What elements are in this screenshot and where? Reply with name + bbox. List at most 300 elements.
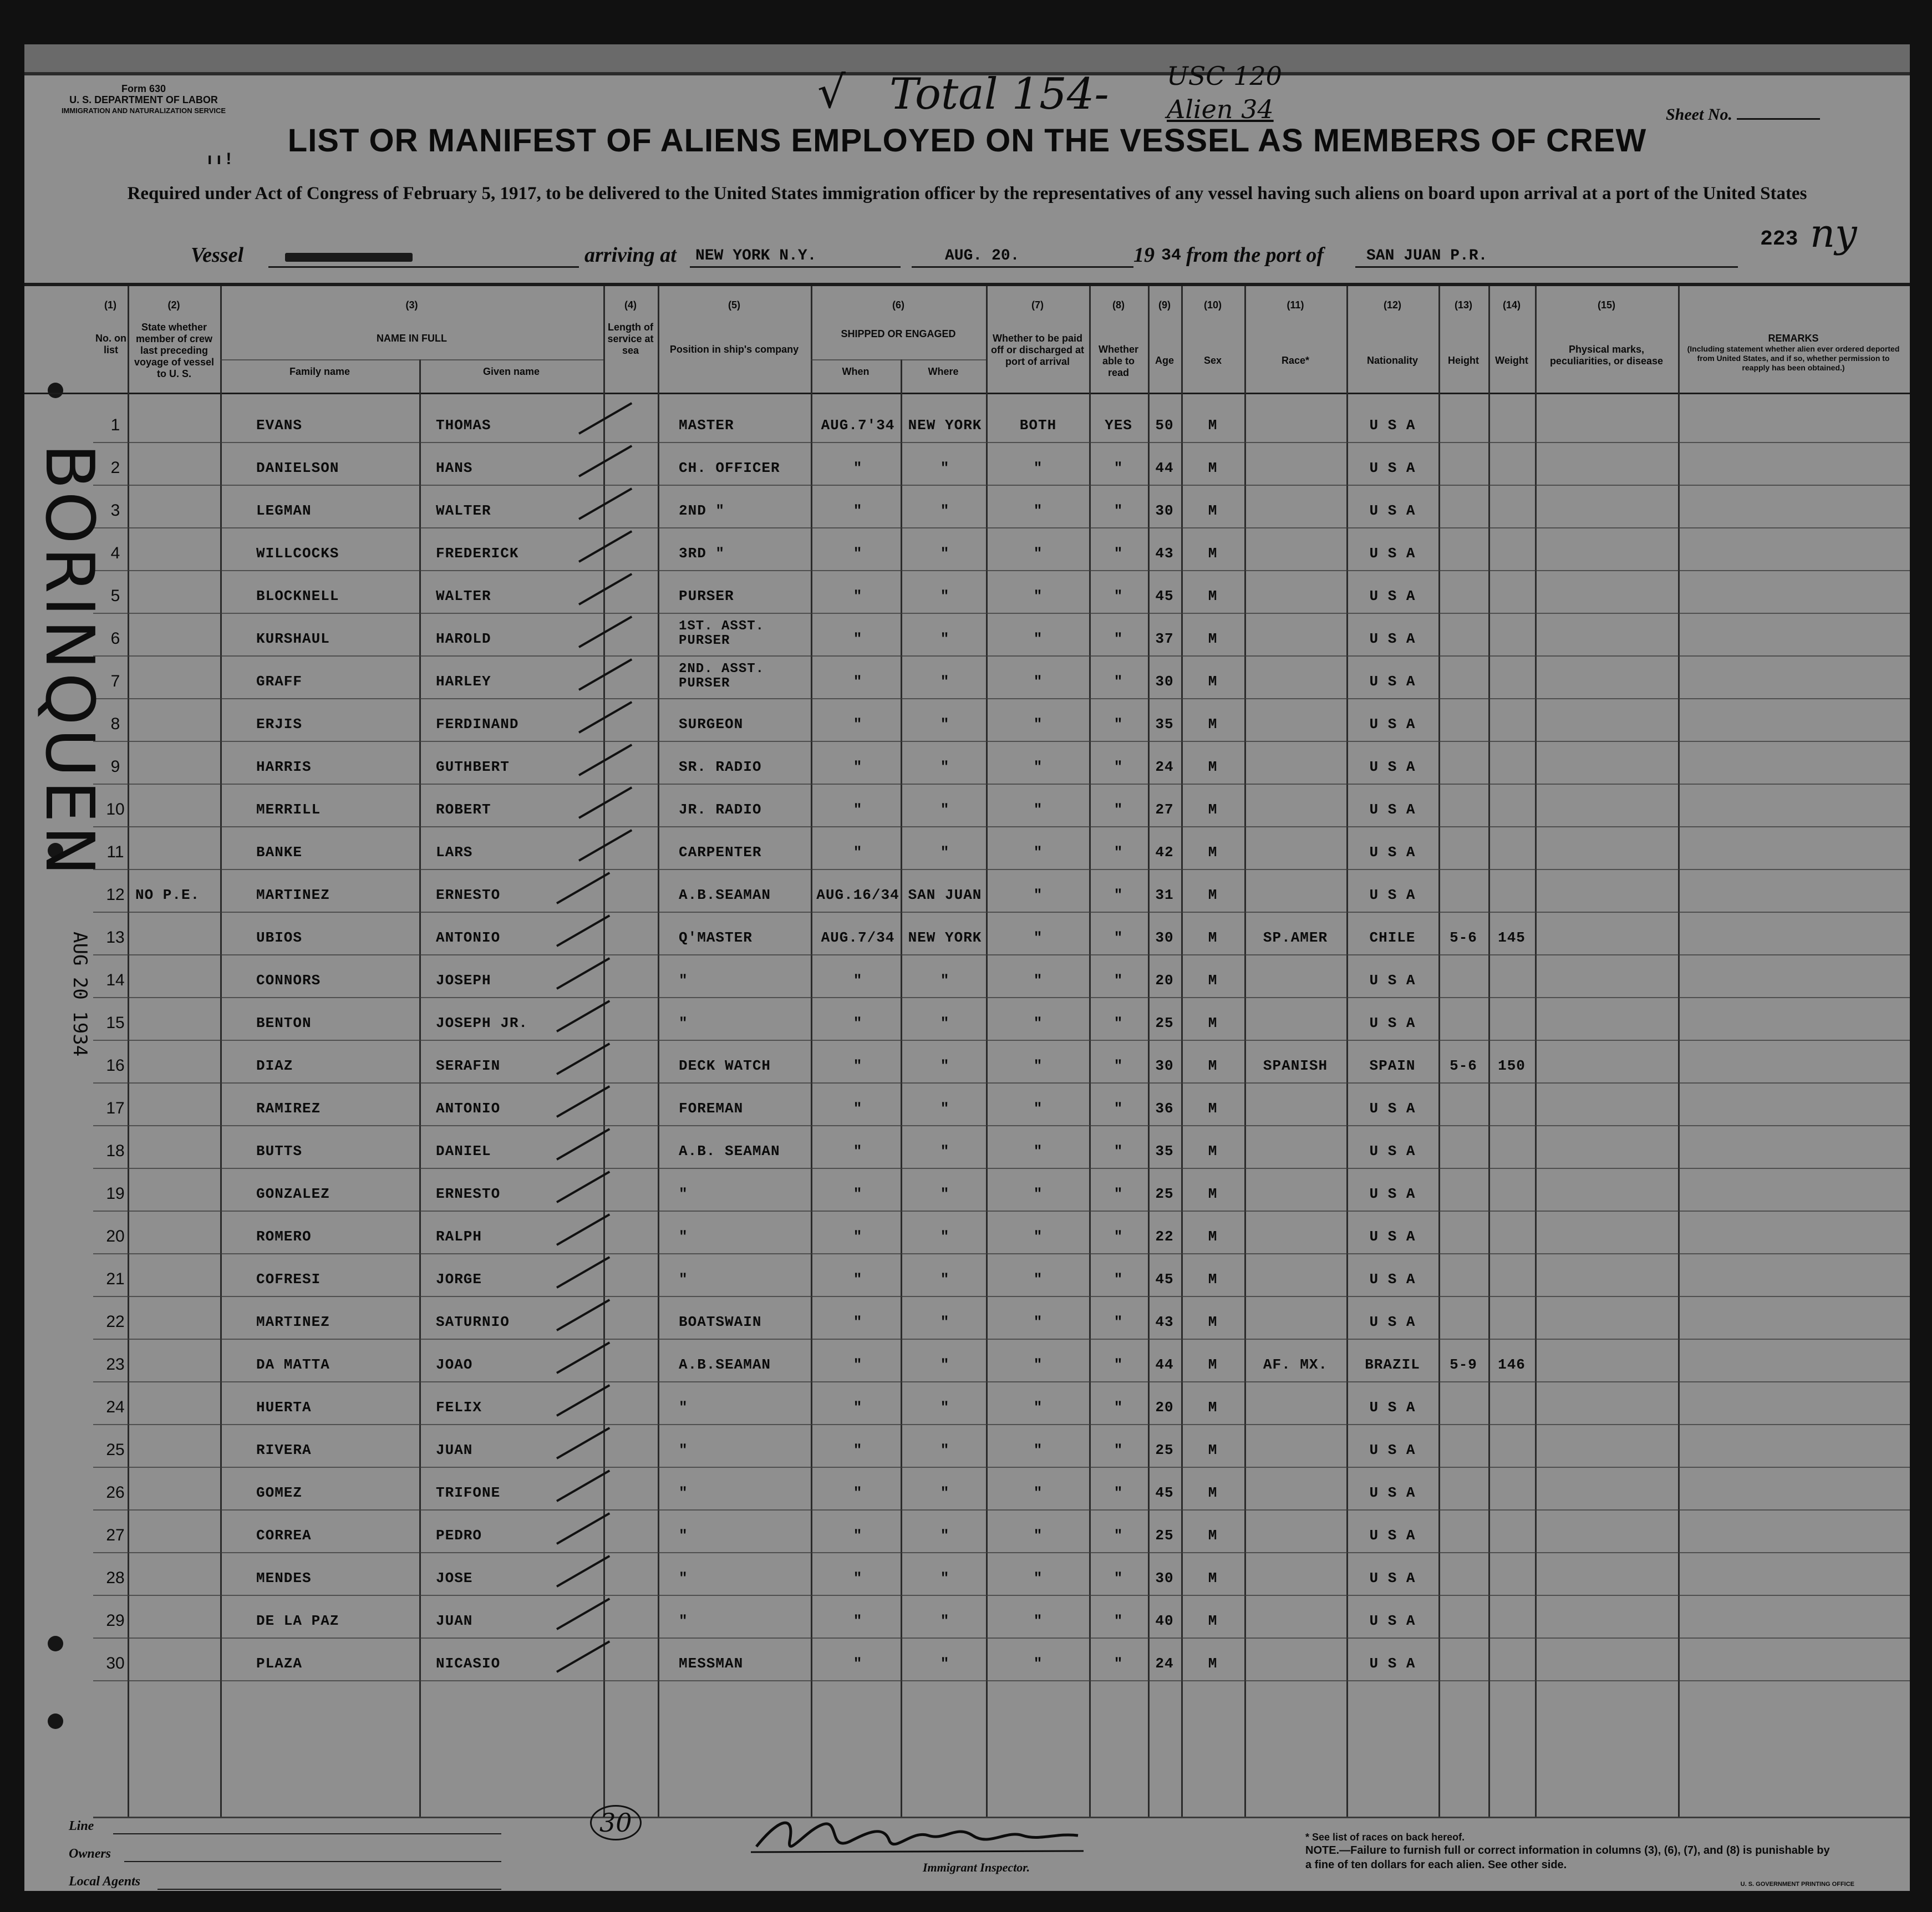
cell-nat: U S A	[1369, 1570, 1416, 1586]
cell-age: 30	[1155, 929, 1174, 946]
colnum-2: (2)	[167, 299, 180, 311]
cell-nat: U S A	[1369, 1271, 1416, 1288]
cell-when: AUG.7/34	[821, 929, 895, 946]
cell-given: ERNESTO	[436, 1186, 501, 1202]
cell-when: "	[853, 1484, 863, 1501]
cell-given: SATURNIO	[436, 1314, 510, 1330]
cell-paid: "	[1033, 972, 1043, 989]
from-port-field-line	[1355, 266, 1738, 268]
cell-nat: U S A	[1369, 844, 1416, 861]
col-divider	[901, 359, 902, 1817]
cell-nat: BRAZIL	[1365, 1356, 1420, 1373]
cell-when: "	[853, 1356, 863, 1373]
cell-given: HARLEY	[436, 673, 491, 690]
cell-read: "	[1114, 844, 1123, 861]
cell-when: "	[853, 1399, 863, 1416]
row-rule	[93, 1040, 1910, 1041]
row-rule	[93, 784, 1910, 785]
cell-read: "	[1114, 801, 1123, 818]
cell-where: "	[940, 1015, 950, 1031]
cell-age: 30	[1155, 1057, 1174, 1074]
cell-read: "	[1114, 1100, 1123, 1117]
col-divider	[986, 286, 988, 1817]
col-divider	[220, 286, 222, 1817]
cell-where: "	[940, 1484, 950, 1501]
cell-sex: M	[1208, 1399, 1218, 1416]
from-port-value: SAN JUAN P.R.	[1366, 247, 1488, 265]
cell-read: "	[1114, 545, 1123, 562]
cell-sex: M	[1208, 588, 1218, 604]
cell-paid: "	[1033, 1655, 1043, 1672]
cell-position: "	[679, 1570, 688, 1586]
cell-given: WALTER	[436, 502, 491, 519]
cell-sex: M	[1208, 545, 1218, 562]
cell-paid: "	[1033, 1100, 1043, 1117]
cell-age: 25	[1155, 1442, 1174, 1458]
cell-nat: U S A	[1369, 1484, 1416, 1501]
cell-height: 5-6	[1450, 929, 1477, 946]
cell-where: "	[940, 1613, 950, 1629]
cell-where: "	[940, 1442, 950, 1458]
cell-paid: "	[1033, 801, 1043, 818]
cell-age: 35	[1155, 716, 1174, 733]
cell-position: "	[679, 1228, 688, 1245]
cell-family: ERJIS	[256, 716, 303, 733]
cell-when: "	[853, 1655, 863, 1672]
printer-imprint: U. S. GOVERNMENT PRINTING OFFICE	[1740, 1881, 1854, 1888]
colhdr-race: Race*	[1281, 355, 1310, 366]
cell-given: DANIEL	[436, 1143, 491, 1160]
colhdr-height: Height	[1448, 355, 1479, 366]
cell-age: 37	[1155, 630, 1174, 647]
cell-position: SR. RADIO	[679, 759, 762, 775]
cell-family: CONNORS	[256, 972, 321, 989]
cell-family: DANIELSON	[256, 460, 339, 476]
cell-where: "	[940, 1527, 950, 1544]
page-mark-hand: ny	[1810, 211, 1857, 256]
row-number: 7	[110, 672, 120, 690]
row-number: 20	[106, 1227, 125, 1245]
cell-family: RAMIREZ	[256, 1100, 321, 1117]
col-divider	[1089, 286, 1091, 1817]
cell-given: JUAN	[436, 1613, 473, 1629]
form-subtitle: Required under Act of Congress of February 5, 1917, to be delivered to the United States immigration officer by the representatives of any vessel having such aliens on board upon arrival at a port of the United States	[127, 184, 1807, 204]
vessel-name-redacted	[285, 253, 413, 262]
cell-height: 5-9	[1450, 1356, 1477, 1373]
cell-age: 30	[1155, 1570, 1174, 1586]
footnote-races: * See list of races on back hereof.	[1305, 1832, 1465, 1843]
cell-family: EVANS	[256, 417, 303, 434]
cell-read: "	[1114, 1484, 1123, 1501]
cell-where: "	[940, 1228, 950, 1245]
cell-position: "	[679, 1527, 688, 1544]
cell-nat: CHILE	[1369, 929, 1416, 946]
cell-paid: "	[1033, 545, 1043, 562]
cell-sex: M	[1208, 502, 1218, 519]
cell-family: DE LA PAZ	[256, 1613, 339, 1629]
cell-nat: U S A	[1369, 1655, 1416, 1672]
cell-sex: M	[1208, 1228, 1218, 1245]
cell-when: "	[853, 1143, 863, 1160]
cell-paid: "	[1033, 1228, 1043, 1245]
date-field-line	[912, 266, 1133, 268]
cell-where: "	[940, 1356, 950, 1373]
cell-when: "	[853, 1015, 863, 1031]
row-number: 18	[106, 1142, 125, 1160]
cell-when: "	[853, 759, 863, 775]
agents-field-line	[157, 1889, 501, 1890]
cell-given: JOSEPH	[436, 972, 491, 989]
cell-paid: "	[1033, 1186, 1043, 1202]
cell-when: "	[853, 1100, 863, 1117]
cell-age: 25	[1155, 1015, 1174, 1031]
cell-paid: "	[1033, 1143, 1043, 1160]
cell-given: JOAO	[436, 1356, 473, 1373]
row-number: 17	[106, 1099, 125, 1117]
from-port-label: from the port of	[1186, 243, 1324, 267]
cell-when: "	[853, 801, 863, 818]
cell-position: "	[679, 1271, 688, 1288]
row-rule	[93, 1339, 1910, 1340]
colhdr-length-of-service: Length of service at sea	[607, 322, 654, 356]
cell-position: A.B. SEAMAN	[679, 1143, 780, 1160]
cell-when: "	[853, 1057, 863, 1074]
cell-family: MARTINEZ	[256, 887, 330, 903]
colhdr-paid-off: Whether to be paid off or discharged at port of arrival	[990, 333, 1085, 367]
cell-weight: 145	[1498, 929, 1526, 946]
cell-where: "	[940, 1271, 950, 1288]
cell-age: 25	[1155, 1186, 1174, 1202]
cell-sex: M	[1208, 417, 1218, 434]
row-rule	[93, 1381, 1910, 1382]
cell-family: DIAZ	[256, 1057, 293, 1074]
cell-prev: NO P.E.	[135, 887, 200, 903]
year-prefix: 19	[1133, 243, 1155, 267]
cell-given: ERNESTO	[436, 887, 501, 903]
cell-paid: "	[1033, 1527, 1043, 1544]
cell-when: "	[853, 1314, 863, 1330]
col-divider	[811, 286, 812, 1817]
cell-family: BLOCKNELL	[256, 588, 339, 604]
row-number: 29	[106, 1611, 125, 1630]
cell-nat: U S A	[1369, 801, 1416, 818]
cell-position: "	[679, 1186, 688, 1202]
inspector-label: Immigrant Inspector.	[923, 1860, 1030, 1874]
col-divider	[1488, 286, 1490, 1817]
cell-position: A.B.SEAMAN	[679, 1356, 771, 1373]
row-rule	[93, 613, 1910, 614]
row-rule	[93, 655, 1910, 657]
cell-position: Q'MASTER	[679, 929, 753, 946]
cell-position: DECK WATCH	[679, 1057, 771, 1074]
header-bottom-rule	[24, 393, 1910, 394]
row-number: 10	[106, 800, 125, 818]
cell-nat: U S A	[1369, 630, 1416, 647]
cell-sex: M	[1208, 1356, 1218, 1373]
cell-paid: "	[1033, 887, 1043, 903]
cell-nat: U S A	[1369, 1442, 1416, 1458]
col-divider	[1244, 286, 1246, 1817]
row-rule	[93, 1552, 1910, 1553]
row-rule	[93, 698, 1910, 699]
cell-where: "	[940, 630, 950, 647]
colhdr-where: Where	[928, 366, 959, 377]
handwritten-tick: √	[817, 67, 846, 118]
row-number: 6	[110, 629, 120, 648]
cell-family: DA MATTA	[256, 1356, 330, 1373]
cell-sex: M	[1208, 673, 1218, 690]
cell-where: "	[940, 460, 950, 476]
cell-paid: "	[1033, 1442, 1043, 1458]
cell-nat: U S A	[1369, 1186, 1416, 1202]
cell-read: YES	[1105, 417, 1132, 434]
cell-race: SP.AMER	[1263, 929, 1328, 946]
cell-given: JUAN	[436, 1442, 473, 1458]
handwritten-total: Total 154-	[889, 69, 1109, 119]
cell-position: BOATSWAIN	[679, 1314, 762, 1330]
cell-paid: "	[1033, 1570, 1043, 1586]
cell-family: ROMERO	[256, 1228, 312, 1245]
cell-where: "	[940, 972, 950, 989]
cell-given: NICASIO	[436, 1655, 501, 1672]
cell-when: "	[853, 1271, 863, 1288]
cell-read: "	[1114, 1186, 1123, 1202]
line-label: Line	[69, 1819, 94, 1833]
cell-paid: "	[1033, 1271, 1043, 1288]
row-number: 23	[106, 1355, 125, 1374]
cell-given: ANTONIO	[436, 929, 501, 946]
cell-nat: U S A	[1369, 1314, 1416, 1330]
cell-age: 42	[1155, 844, 1174, 861]
colnum-4: (4)	[624, 299, 637, 311]
colhdr-age: Age	[1155, 355, 1174, 366]
colnum-10: (10)	[1203, 299, 1222, 311]
form-label: Form 630 U. S. DEPARTMENT OF LABOR IMMIGRATION AND NATURALIZATION SERVICE	[61, 83, 226, 115]
colhdr-physical-marks: Physical marks, peculiarities, or disease	[1549, 344, 1664, 367]
colhdr-sex: Sex	[1203, 355, 1222, 366]
cell-given: PEDRO	[436, 1527, 482, 1544]
cell-where: "	[940, 545, 950, 562]
cell-paid: "	[1033, 716, 1043, 733]
row-rule	[93, 869, 1910, 870]
cell-where: "	[940, 1399, 950, 1416]
cell-position: 2ND "	[679, 502, 725, 519]
cell-read: "	[1114, 588, 1123, 604]
row-number: 28	[106, 1569, 125, 1587]
cell-age: 35	[1155, 1143, 1174, 1160]
cell-family: LEGMAN	[256, 502, 312, 519]
col-divider	[658, 286, 659, 1817]
cell-sex: M	[1208, 887, 1218, 903]
row-rule	[93, 1211, 1910, 1212]
cell-age: 30	[1155, 502, 1174, 519]
row-rule	[93, 1680, 1910, 1681]
cell-position: MESSMAN	[679, 1655, 744, 1672]
cell-where: "	[940, 502, 950, 519]
cell-age: 20	[1155, 972, 1174, 989]
table-top-rule	[24, 283, 1910, 286]
cell-position: 1ST. ASST. PURSER	[679, 619, 765, 648]
row-rule	[93, 997, 1910, 998]
cell-nat: U S A	[1369, 1613, 1416, 1629]
sheet-number: Sheet No.	[1666, 105, 1820, 124]
row-number: 5	[110, 587, 120, 605]
cell-nat: U S A	[1369, 887, 1416, 903]
cell-position: "	[679, 1015, 688, 1031]
cell-family: BUTTS	[256, 1143, 303, 1160]
cell-when: "	[853, 1228, 863, 1245]
colhdr-when: When	[842, 366, 870, 377]
cell-sex: M	[1208, 1613, 1218, 1629]
row-rule	[93, 570, 1910, 571]
cell-position: "	[679, 1613, 688, 1629]
cell-when: "	[853, 502, 863, 519]
cell-nat: U S A	[1369, 545, 1416, 562]
cell-family: MARTINEZ	[256, 1314, 330, 1330]
cell-paid: BOTH	[1019, 417, 1057, 434]
row-number: 8	[110, 715, 120, 733]
row-number: 26	[106, 1483, 125, 1502]
row-rule	[93, 527, 1910, 528]
cell-given: JOSE	[436, 1570, 473, 1586]
cell-age: 44	[1155, 1356, 1174, 1373]
cell-family: KURSHAUL	[256, 630, 330, 647]
colnum-12: (12)	[1383, 299, 1401, 311]
colhdr-prev-voyage: State whether member of crew last preceding voyage of vessel to U. S.	[134, 322, 215, 379]
cell-sex: M	[1208, 630, 1218, 647]
colhdr-weight: Weight	[1495, 355, 1528, 366]
cell-paid: "	[1033, 1356, 1043, 1373]
cell-paid: "	[1033, 929, 1043, 946]
cell-position: "	[679, 972, 688, 989]
cell-read: "	[1114, 716, 1123, 733]
cell-when: "	[853, 1186, 863, 1202]
cell-sex: M	[1208, 1143, 1218, 1160]
cell-paid: "	[1033, 1399, 1043, 1416]
cell-nat: U S A	[1369, 588, 1416, 604]
row-rule	[93, 1082, 1910, 1084]
cell-nat: U S A	[1369, 502, 1416, 519]
cell-where: "	[940, 716, 950, 733]
row-number: 2	[110, 459, 120, 477]
cell-height: 5-6	[1450, 1057, 1477, 1074]
row-rule	[93, 954, 1910, 955]
row-number: 11	[106, 843, 124, 861]
cell-sex: M	[1208, 929, 1218, 946]
cell-when: AUG.7'34	[821, 417, 895, 434]
vessel-field-line	[268, 266, 579, 268]
cell-given: ROBERT	[436, 801, 491, 818]
year-value: 34	[1161, 246, 1182, 265]
cell-when: "	[853, 630, 863, 647]
cell-family: PLAZA	[256, 1655, 303, 1672]
cell-age: 22	[1155, 1228, 1174, 1245]
cell-where: "	[940, 673, 950, 690]
cell-family: HARRIS	[256, 759, 312, 775]
colnum-1: (1)	[104, 299, 116, 311]
row-number: 19	[106, 1184, 125, 1203]
punch-hole	[48, 1636, 63, 1651]
cell-position: CH. OFFICER	[679, 460, 780, 476]
cell-family: COFRESI	[256, 1271, 321, 1288]
row-number: 21	[106, 1270, 125, 1288]
colhdr-able-to-read: Whether able to read	[1099, 344, 1138, 378]
col-divider	[1535, 286, 1537, 1817]
colnum-3: (3)	[405, 299, 418, 311]
cell-position: PURSER	[679, 588, 734, 604]
cell-paid: "	[1033, 460, 1043, 476]
cell-given: HAROLD	[436, 630, 491, 647]
arriving-label: arriving at	[584, 243, 677, 267]
cell-read: "	[1114, 1399, 1123, 1416]
cell-where: "	[940, 1570, 950, 1586]
cell-given: JORGE	[436, 1271, 482, 1288]
cell-sex: M	[1208, 716, 1218, 733]
cell-paid: "	[1033, 1057, 1043, 1074]
cell-read: "	[1114, 1570, 1123, 1586]
arriving-field-line	[690, 266, 901, 268]
row-rule	[93, 1595, 1910, 1596]
row-rule	[93, 1509, 1910, 1511]
row-number: 25	[106, 1441, 125, 1459]
cell-age: 36	[1155, 1100, 1174, 1117]
col-divider	[1438, 286, 1440, 1817]
cell-race: SPANISH	[1263, 1057, 1328, 1074]
colhdr-nationality: Nationality	[1366, 355, 1418, 366]
cell-read: "	[1114, 1442, 1123, 1458]
cell-read: "	[1114, 1271, 1123, 1288]
cell-age: 45	[1155, 1484, 1174, 1501]
row-number: 24	[106, 1398, 125, 1416]
cell-sex: M	[1208, 1186, 1218, 1202]
shipped-subheader-rule	[811, 359, 986, 360]
colnum-8: (8)	[1112, 299, 1125, 311]
arriving-value: NEW YORK N.Y.	[695, 247, 817, 265]
cell-read: "	[1114, 972, 1123, 989]
cell-age: 43	[1155, 545, 1174, 562]
cell-position: JR. RADIO	[679, 801, 762, 818]
cell-read: "	[1114, 1356, 1123, 1373]
row-number: 1	[110, 416, 120, 434]
colnum-14: (14)	[1502, 299, 1521, 311]
row-number: 14	[106, 971, 125, 989]
cell-age: 24	[1155, 759, 1174, 775]
cell-nat: U S A	[1369, 716, 1416, 733]
cell-where: SAN JUAN	[908, 887, 982, 903]
cell-where: "	[940, 1100, 950, 1117]
cell-sex: M	[1208, 801, 1218, 818]
cell-family: GRAFF	[256, 673, 303, 690]
cell-weight: 146	[1498, 1356, 1526, 1373]
cell-age: 45	[1155, 588, 1174, 604]
col-divider	[419, 359, 421, 1817]
cell-nat: U S A	[1369, 1228, 1416, 1245]
cell-paid: "	[1033, 1015, 1043, 1031]
colhdr-family-name: Family name	[289, 366, 350, 377]
cell-family: GONZALEZ	[256, 1186, 330, 1202]
vessel-label: Vessel	[191, 243, 243, 267]
cell-where: "	[940, 1186, 950, 1202]
cell-when: "	[853, 1527, 863, 1544]
cell-position: A.B.SEAMAN	[679, 887, 771, 903]
cell-given: FELIX	[436, 1399, 482, 1416]
cell-read: "	[1114, 1613, 1123, 1629]
cell-when: "	[853, 1442, 863, 1458]
row-rule	[93, 442, 1910, 443]
cell-sex: M	[1208, 1442, 1218, 1458]
cell-position: 2ND. ASST. PURSER	[679, 662, 765, 691]
cell-read: "	[1114, 673, 1123, 690]
